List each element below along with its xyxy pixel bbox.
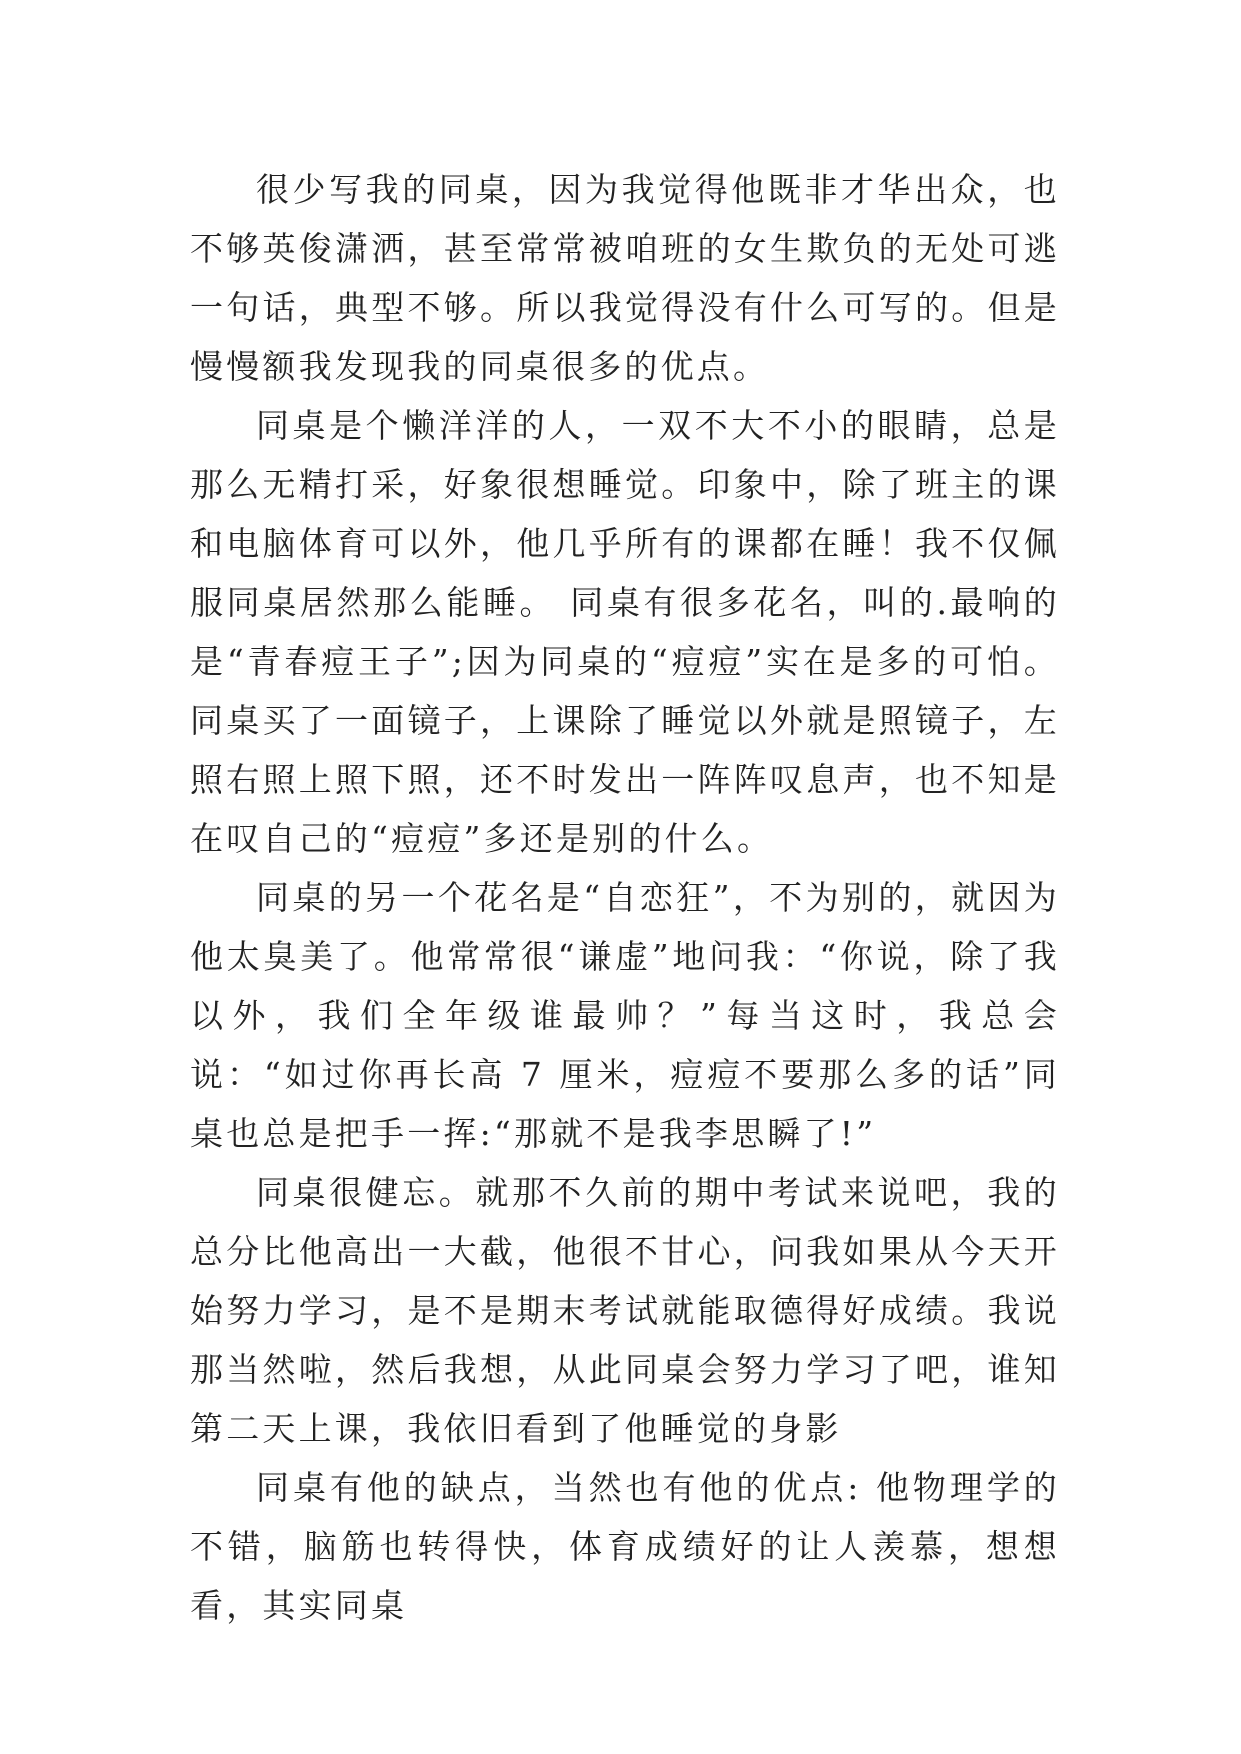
paragraph-4: 同桌很健忘。就那不久前的期中考试来说吧，我的总分比他高出一大截，他很不甘心，问我如果从今天开始努力学习，是不是期末考试就能取德得好成绩。我说那当然啦，然后我想，从此同桌会努力学习了吧，谁知第二天上课，我依旧看到了他睡觉的身影	[190, 1173, 1060, 1448]
paragraph-5: 同桌有他的缺点，当然也有他的优点: 他物理学的不错，脑筋也转得快，体育成绩好的让人羡慕，想想看，其实同桌	[190, 1468, 1060, 1625]
paragraph-1: 很少写我的同桌，因为我觉得他既非才华出众，也不够英俊潇洒，甚至常常被咱班的女生欺负的无处可逃一句话，典型不够。所以我觉得没有什么可写的。但是慢慢额我发现我的同桌很多的优点。	[190, 170, 1060, 386]
paragraph-3: 同桌的另一个花名是“自恋狂”，不为别的，就因为他太臭美了。他常常很“谦虚”地问我：“你说，除了我以外，我们全年级谁最帅？”每当这时，我总会说：“如过你再长高 7 厘米，痘痘不要那么多的话”同桌也总是把手一挥:“那就不是我李思瞬了!”	[190, 878, 1060, 1153]
paragraph-2: 同桌是个懒洋洋的人，一双不大不小的眼睛，总是那么无精打采，好象很想睡觉。印象中，除了班主的课和电脑体育可以外，他几乎所有的课都在睡！我不仅佩服同桌居然那么能睡。 同桌有很多花名，叫的.最响的是“青春痘王子”;因为同桌的“痘痘”实在是多的可怕。同桌买了一面镜子，上课除了睡觉以外就是照镜子，左照右照上照下照，还不时发出一阵阵叹息声，也不知是在叹自己的“痘痘”多还是别的什么。	[190, 406, 1060, 858]
document-body	[190, 160, 1060, 1635]
